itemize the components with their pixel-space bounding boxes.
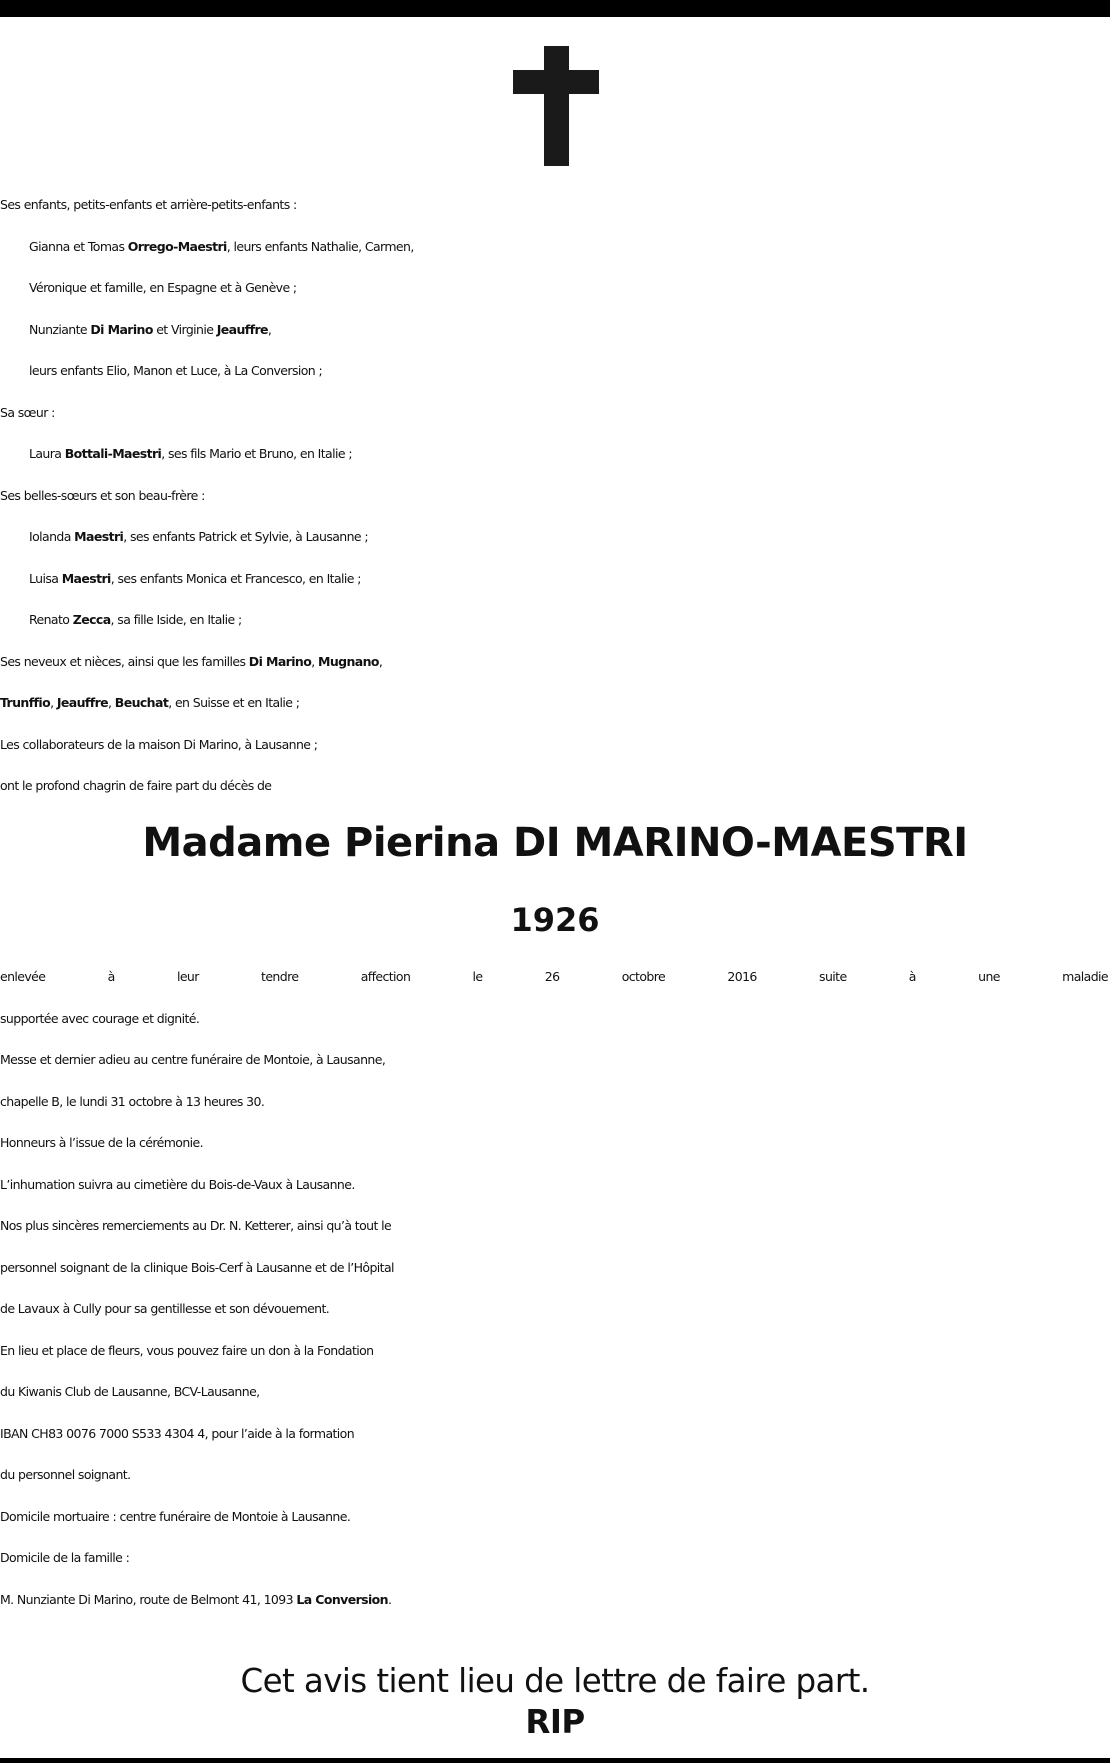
family-line-sister: Laura Bottali-Maestri, ses fils Mario et Bruno, en Italie ; — [29, 446, 352, 461]
family-line-child2: Nunziante Di Marino et Virginie Jeauffre, — [29, 321, 272, 337]
bottom-rule — [0, 1758, 1110, 1763]
details-line-11: du Kiwanis Club de Lausanne, BCV-Lausanne, — [0, 1384, 260, 1399]
details-text — [0, 956, 1110, 1620]
family-line-child2-cont: leurs enfants Elio, Manon et Luce, à La Conversion ; — [29, 363, 323, 378]
family-list — [0, 184, 1110, 807]
family-line-inlaw2: Luisa Maestri, ses enfants Monica et Francesco, en Italie ; — [29, 570, 361, 586]
justified-line: enlevée à leur tendre affection le 26 octobre 2016 suite à une maladie — [0, 969, 1108, 984]
details-line-1 — [0, 956, 1110, 998]
details-line-5: Honneurs à l’issue de la cérémonie. — [0, 1135, 203, 1150]
surname: Zecca — [72, 612, 111, 627]
surname: Mugnano — [317, 653, 379, 669]
family-line-inlaw1: Iolanda Maestri, ses enfants Patrick et Sylvie, à Lausanne ; — [29, 529, 369, 544]
details-line-15: Domicile de la famille : — [0, 1550, 130, 1565]
details-line-6: L’inhumation suivra au cimetière du Bois-de-Vaux à Lausanne. — [0, 1176, 355, 1192]
family-line-inlaw3: Renato Zecca, sa fille Iside, en Italie ; — [29, 612, 242, 627]
family-line-families: Trunffio, Jeauffre, Beuchat, en Suisse et en Italie ; — [0, 695, 300, 710]
details-line-16: M. Nunziante Di Marino, route de Belmont 41, 1093 La Conversion. — [0, 1591, 392, 1607]
details-line-3: Messe et dernier adieu au centre funéraire de Montoie, à Lausanne, — [0, 1052, 386, 1067]
family-line-nephews: Ses neveux et nièces, ainsi que les familles Di Marino, Mugnano, — [0, 653, 383, 669]
details-line-12: IBAN CH83 0076 7000 S533 4304 4, pour l’aide à la formation — [0, 1425, 355, 1441]
details-line-10: En lieu et place de fleurs, vous pouvez faire un don à la Fondation — [0, 1342, 374, 1358]
surname: Maestri — [61, 570, 111, 586]
surname: Orrego-Maestri — [127, 238, 227, 254]
surname: Jeauffre — [216, 321, 268, 337]
cross-vertical-bar — [544, 46, 569, 166]
details-line-7: Nos plus sincères remerciements au Dr. N. Ketterer, ainsi qu’à tout le — [0, 1218, 392, 1233]
family-intro: Ses enfants, petits-enfants et arrière-petits-enfants : — [0, 197, 297, 212]
details-line-8: personnel soignant de la clinique Bois-Cerf à Lausanne et de l’Hôpital — [0, 1259, 394, 1275]
top-rule — [0, 0, 1110, 17]
family-line-colleagues: Les collaborateurs de la maison Di Marino, à Lausanne ; — [0, 736, 318, 752]
details-line-9: de Lavaux à Cully pour sa gentillesse et son dévouement. — [0, 1301, 330, 1316]
details-line-14: Domicile mortuaire : centre funéraire de Montoie à Lausanne. — [0, 1508, 351, 1524]
town-name: La Conversion — [296, 1591, 388, 1607]
details-line-13: du personnel soignant. — [0, 1467, 131, 1482]
sister-intro: Sa sœur : — [0, 404, 55, 420]
details-line-4: chapelle B, le lundi 31 octobre à 13 heures 30. — [0, 1093, 265, 1109]
cross-icon — [513, 46, 599, 166]
family-line-child1: Gianna et Tomas Orrego-Maestri, leurs enfants Nathalie, Carmen, — [29, 238, 414, 254]
surname: Bottali-Maestri — [64, 446, 162, 461]
surname: Di Marino — [90, 321, 153, 337]
surname: Di Marino — [248, 653, 312, 669]
footer — [0, 1661, 1110, 1743]
cross-horizontal-bar — [513, 70, 599, 94]
surname: Trunffio — [0, 695, 51, 710]
surname: Jeauffre — [56, 695, 109, 710]
inlaws-intro: Ses belles-sœurs et son beau-frère : — [0, 487, 205, 503]
details-line-2: supportée avec courage et dignité. — [0, 1010, 200, 1026]
footer-note: Cet avis tient lieu de lettre de faire part. — [240, 1662, 870, 1700]
deceased-name: Madame Pierina DI MARINO-MAESTRI — [142, 820, 968, 866]
family-line-child1-cont: Véronique et famille, en Espagne et à Genève ; — [29, 280, 297, 295]
surname: Beuchat — [114, 695, 169, 710]
rip-label: RIP — [525, 1703, 585, 1741]
surname: Maestri — [74, 529, 124, 544]
announcement-line: ont le profond chagrin de faire part du décès de — [0, 778, 272, 793]
birth-year: 1926 — [510, 901, 600, 939]
